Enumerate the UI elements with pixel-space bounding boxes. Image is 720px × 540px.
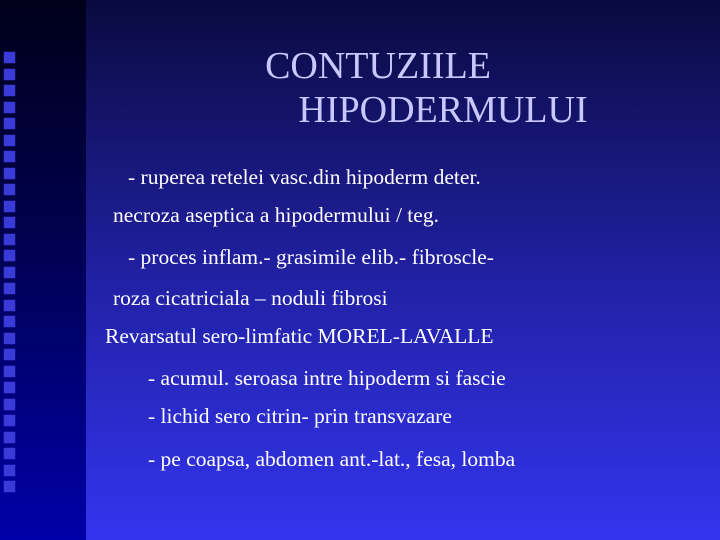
decorative-square	[4, 399, 15, 410]
decorative-square	[4, 267, 15, 278]
decorative-square	[4, 349, 15, 360]
body-line: roza cicatriciala – noduli fibrosi	[113, 286, 388, 310]
decorative-square	[4, 250, 15, 261]
decorative-square	[4, 316, 15, 327]
decorative-square	[4, 465, 15, 476]
slide-title-line-1: CONTUZIILE	[265, 45, 491, 87]
decorative-square	[4, 333, 15, 344]
decorative-square	[4, 118, 15, 129]
body-line: necroza aseptica a hipodermului / teg.	[113, 203, 439, 227]
decorative-square	[4, 300, 15, 311]
decorative-square	[4, 382, 15, 393]
decorative-square	[4, 283, 15, 294]
decorative-square	[4, 481, 15, 492]
decorative-square	[4, 69, 15, 80]
decorative-square	[4, 234, 15, 245]
decorative-square	[4, 85, 15, 96]
left-decorative-strip	[0, 0, 86, 540]
decorative-square	[4, 151, 15, 162]
slide-title-line-2: HIPODERMULUI	[298, 89, 588, 131]
decorative-square	[4, 448, 15, 459]
decorative-square	[4, 217, 15, 228]
decorative-square	[4, 415, 15, 426]
body-line: Revarsatul sero-limfatic MOREL-LAVALLE	[105, 324, 494, 348]
decorative-square-column	[4, 52, 18, 492]
body-line: - lichid sero citrin- prin transvazare	[148, 404, 452, 428]
body-line: - ruperea retelei vasc.din hipoderm deter.	[128, 165, 481, 189]
slide-title	[86, 44, 720, 132]
decorative-square	[4, 432, 15, 443]
decorative-square	[4, 135, 15, 146]
decorative-square	[4, 366, 15, 377]
decorative-square	[4, 52, 15, 63]
body-line: - pe coapsa, abdomen ant.-lat., fesa, lomba	[148, 447, 516, 471]
body-line: - acumul. seroasa intre hipoderm si fascie	[148, 366, 506, 390]
decorative-square	[4, 184, 15, 195]
decorative-square	[4, 201, 15, 212]
decorative-square	[4, 168, 15, 179]
body-line: - proces inflam.- grasimile elib.- fibroscle-	[128, 245, 494, 269]
decorative-square	[4, 102, 15, 113]
